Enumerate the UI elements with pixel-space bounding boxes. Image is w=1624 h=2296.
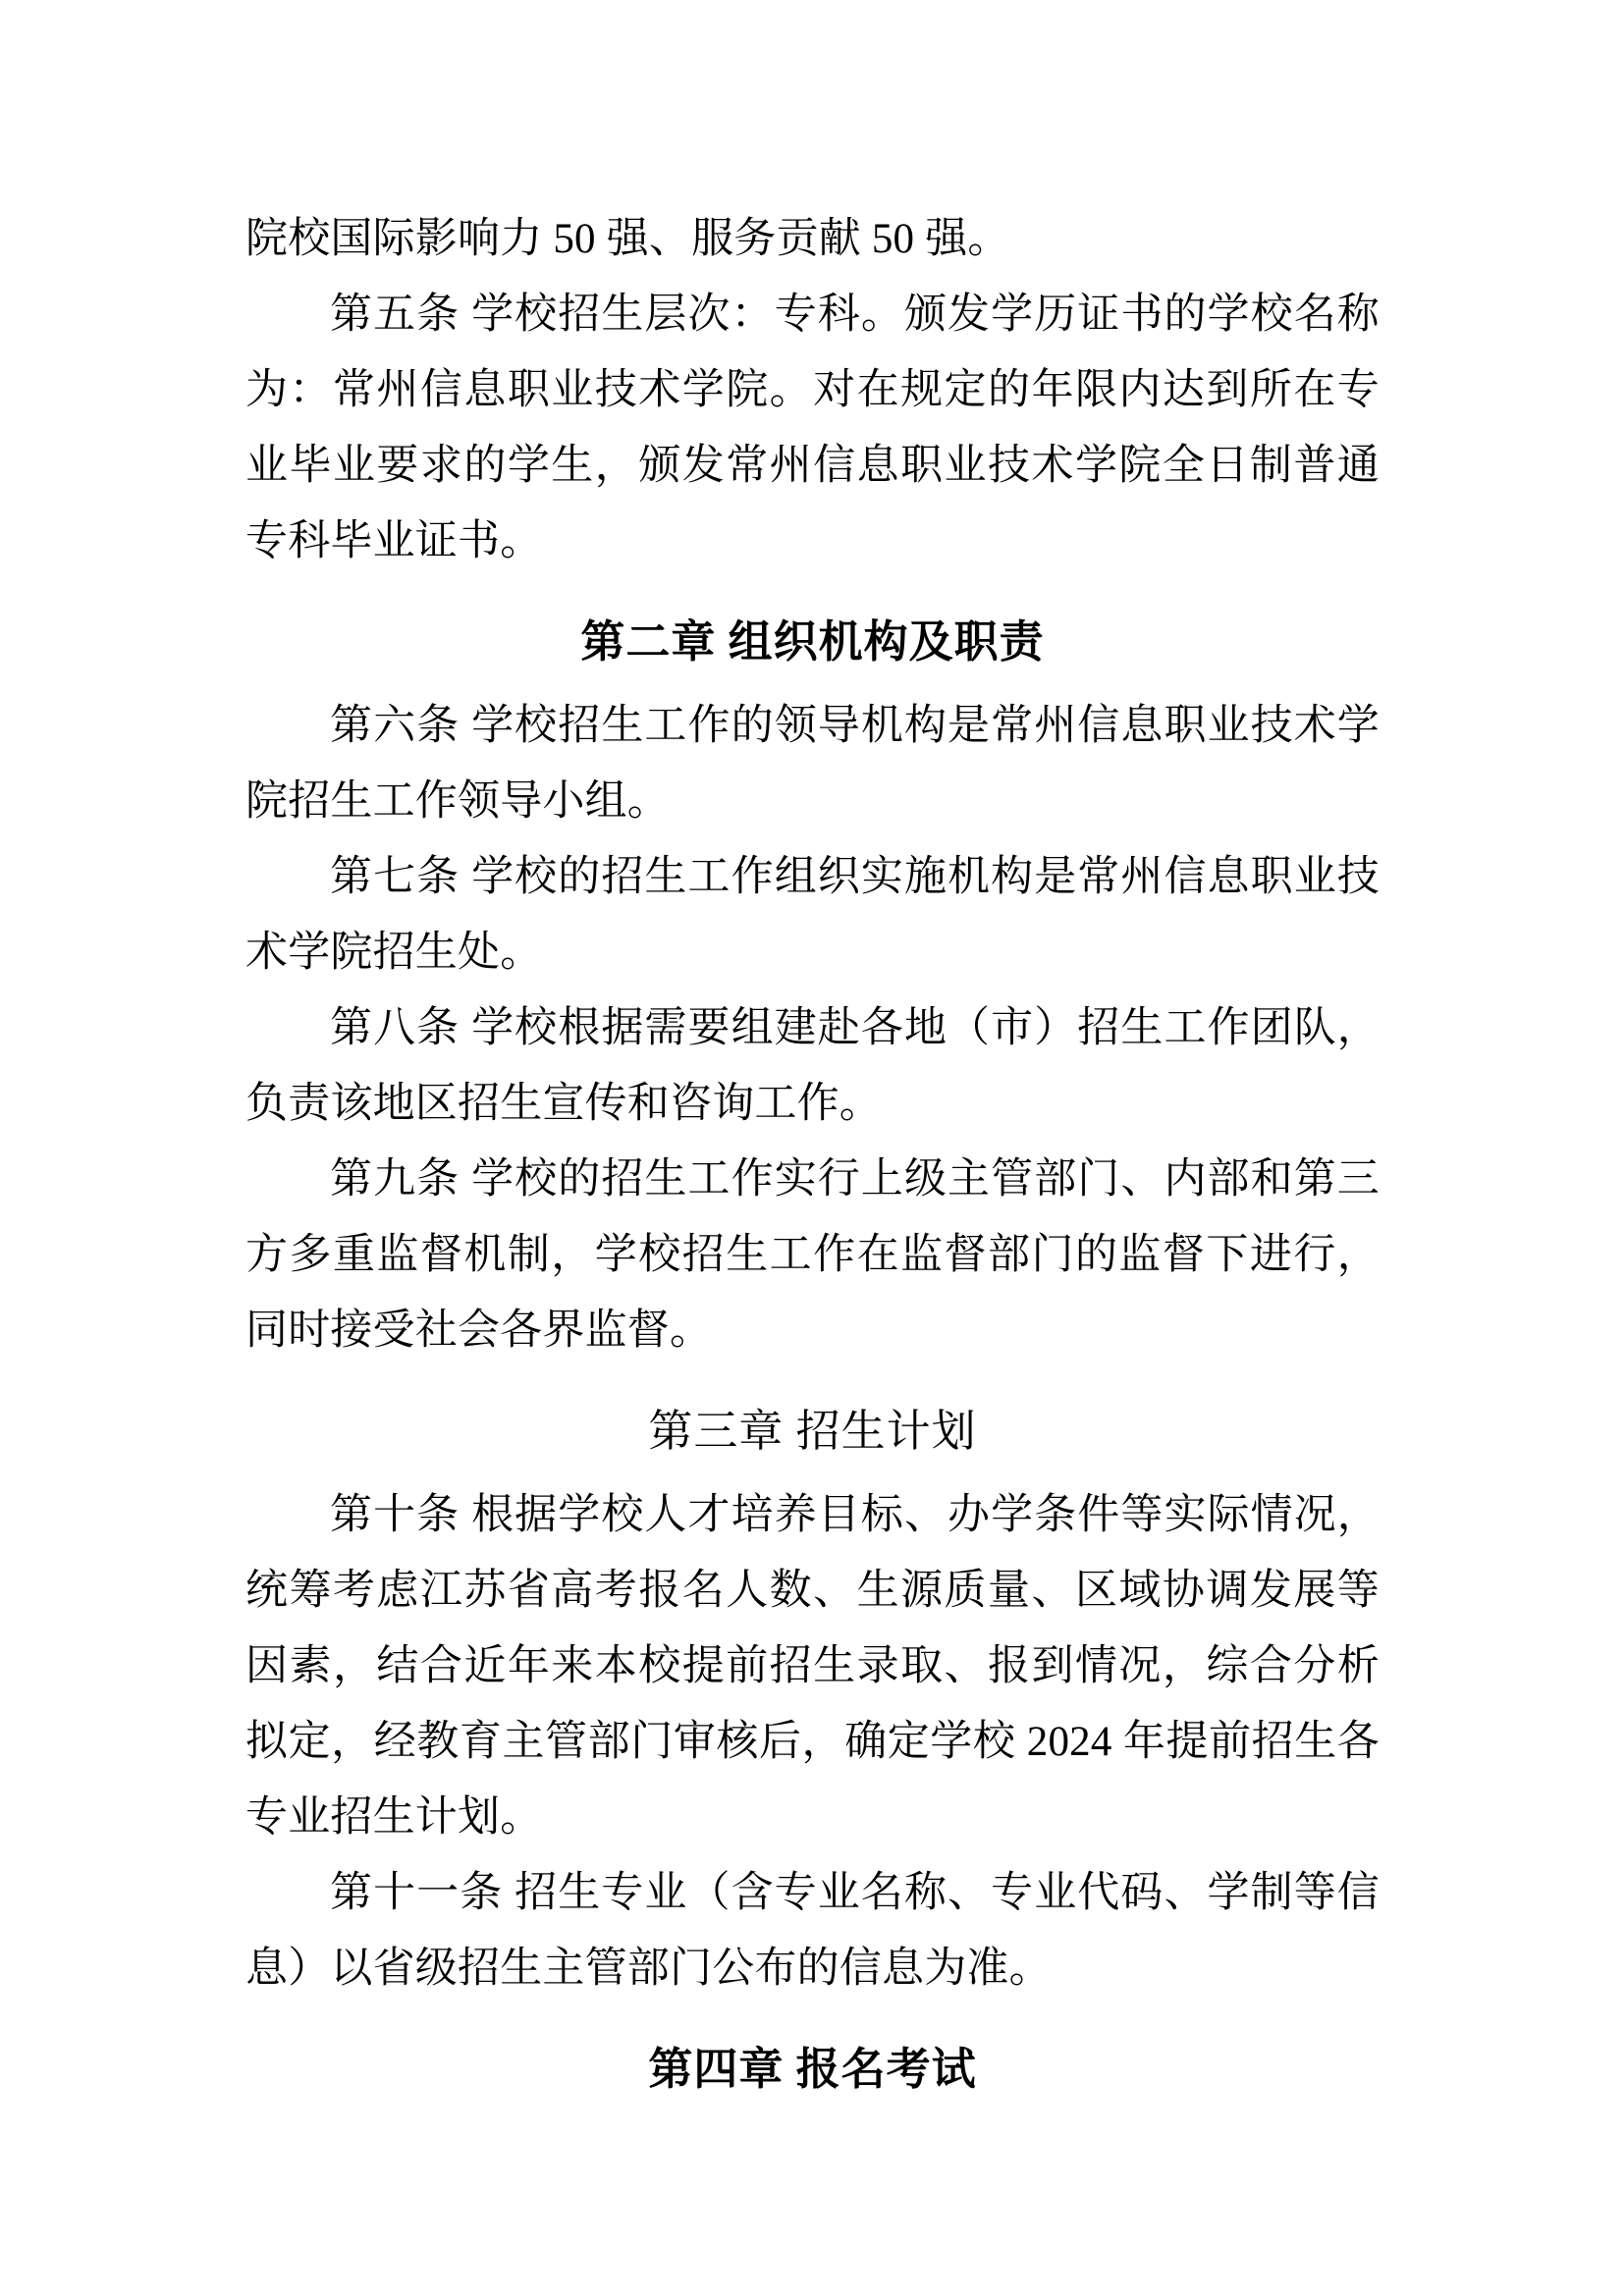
chapter-heading: 第四章 报名考试 xyxy=(648,2045,977,2094)
body-paragraph: 第六条 学校招生工作的领导机构是常州信息职业技术学院招生工作领导小组。 xyxy=(245,703,1380,825)
document-body xyxy=(245,201,1380,2108)
body-paragraph: 第八条 学校根据需要组建赴各地（市）招生工作团队，负责该地区招生宣传和咨询工作。 xyxy=(245,1005,1380,1127)
body-paragraph: 院校国际影响力 50 强、服务贡献 50 强。 xyxy=(245,216,1010,262)
body-paragraph: 第九条 学校的招生工作实行上级主管部门、内部和第三方多重监督机制，学校招生工作在监督部门的监督下进行，同时接受社会各界监督。 xyxy=(245,1156,1380,1354)
body-paragraph: 第七条 学校的招生工作组织实施机构是常州信息职业技术学院招生处。 xyxy=(245,854,1380,976)
body-paragraph: 第十条 根据学校人才培养目标、办学条件等实际情况，统筹考虑江苏省高考报名人数、生源质量、区域协调发展等因素，结合近年来本校提前招生录取、报到情况，综合分析拟定，经教育主管部门审核后，确定学校 2024 年提前招生各专业招生计划。 xyxy=(245,1492,1380,1841)
body-paragraph: 第五条 学校招生层次：专科。颁发学历证书的学校名称为：常州信息职业技术学院。对在规定的年限内达到所在专业毕业要求的学生，颁发常州信息职业技术学院全日制普通专科毕业证书。 xyxy=(245,292,1380,564)
chapter-heading: 第三章 招生计划 xyxy=(648,1407,977,1456)
body-paragraph: 第十一条 招生专业（含专业名称、专业代码、学制等信息）以省级招生主管部门公布的信息为准。 xyxy=(245,1870,1380,1992)
chapter-heading: 第二章 组织机构及职责 xyxy=(580,617,1045,667)
